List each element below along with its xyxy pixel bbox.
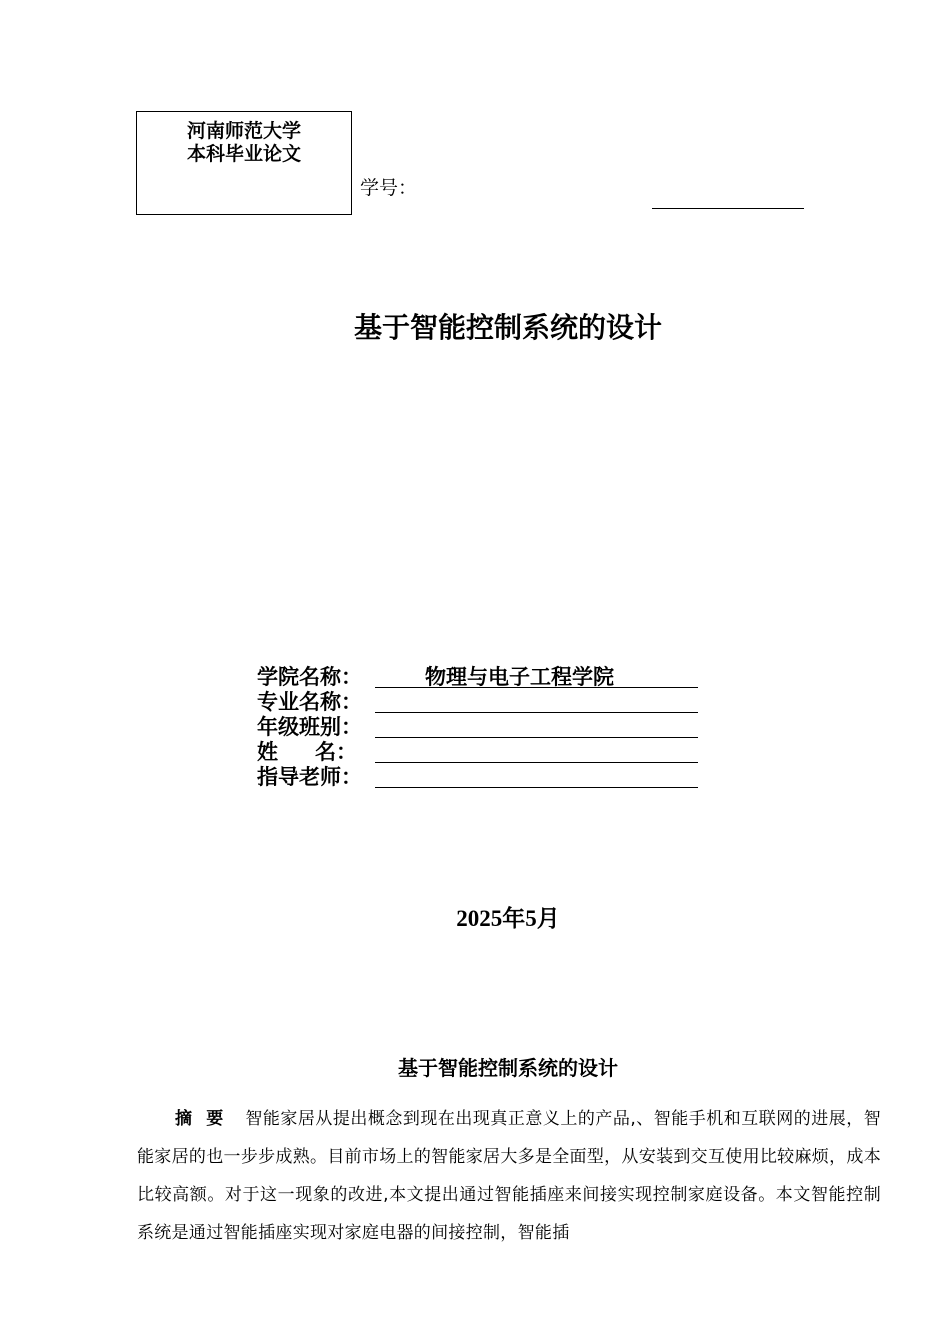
info-value: 物理与电子工程学院	[425, 665, 614, 689]
university-box	[136, 111, 352, 215]
cover-date: 2025年5月	[456, 906, 560, 931]
info-label-part: 姓	[257, 740, 278, 764]
info-underline	[375, 687, 698, 688]
university-name: 河南师范大学	[186, 120, 301, 142]
info-label: 年级班别：	[257, 715, 362, 739]
abstract-keyword: 摘要	[175, 1109, 238, 1129]
student-id-label: 学号：	[360, 177, 418, 199]
abstract-text: 智能家居从提出概念到现在出现真正意义上的产品,、智能手机和互联网的进展，智能家居的也一步步成熟。目前市场上的智能家居大多是全面型，从安装到交互使用比较麻烦，成本比较高额。对于这一现象的改进,本文提出通过智能插座来间接实现控制家庭设备。本文智能控制系统是通过智能插座实现对家庭电器的间接控制，智能插	[137, 1109, 881, 1243]
thesis-type: 本科毕业论文	[186, 143, 301, 165]
info-label	[257, 740, 357, 765]
info-label-part: 名：	[315, 740, 357, 764]
info-underline	[375, 737, 698, 738]
info-underline	[375, 787, 698, 788]
info-label: 指导老师：	[257, 765, 362, 789]
info-label: 学院名称：	[257, 665, 362, 689]
abstract-title: 基于智能控制系统的设计	[398, 1056, 618, 1080]
abstract-paragraph	[137, 1100, 881, 1252]
info-underline	[375, 762, 698, 763]
info-underline	[375, 712, 698, 713]
info-label: 专业名称：	[257, 690, 362, 714]
student-id-line	[652, 208, 804, 209]
thesis-title: 基于智能控制系统的设计	[353, 311, 662, 344]
